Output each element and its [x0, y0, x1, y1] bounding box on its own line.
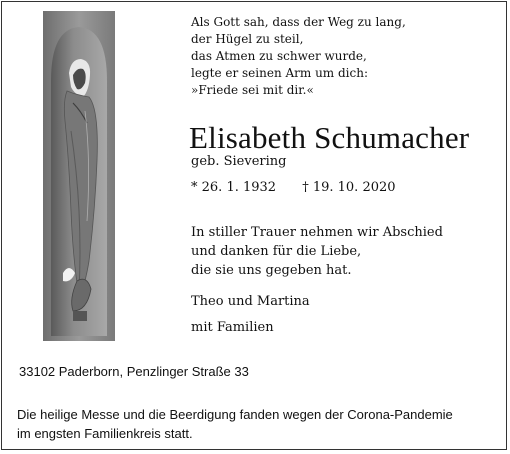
notice-line: im engsten Familienkreis statt. — [17, 426, 193, 441]
poem-line: legte er seinen Arm um dich: — [191, 66, 369, 80]
poem-line: das Atmen zu schwer wurde, — [191, 49, 367, 63]
death-date: † 19. 10. 2020 — [302, 180, 396, 195]
life-dates — [191, 180, 396, 196]
deceased-name: Elisabeth Schumacher — [189, 120, 470, 155]
poem-line: der Hügel zu steil, — [191, 32, 304, 46]
notice-line: Die heilige Messe und die Beerdigung fanden wegen der Corona-Pandemie — [17, 407, 453, 422]
poem — [191, 14, 406, 99]
birth-date: * 26. 1. 1932 — [191, 180, 277, 195]
mourning-line: In stiller Trauer nehmen wir Abschied — [191, 225, 443, 240]
family-names: Theo und Martina — [191, 294, 310, 309]
obituary-notice — [1, 1, 507, 450]
poem-line: »Friede sei mit dir.« — [191, 83, 314, 97]
maiden-name: geb. Sievering — [191, 154, 287, 169]
madonna-relief-image — [43, 11, 115, 341]
family-relatives: mit Familien — [191, 320, 274, 335]
mourning-address: 33102 Paderborn, Penzlinger Straße 33 — [19, 364, 249, 379]
mourning-line: und danken für die Liebe, — [191, 244, 362, 259]
poem-line: Als Gott sah, dass der Weg zu lang, — [191, 15, 406, 29]
funeral-notice — [17, 405, 453, 443]
mourning-line: die sie uns gegeben hat. — [191, 263, 352, 278]
mourning-text — [191, 223, 443, 280]
